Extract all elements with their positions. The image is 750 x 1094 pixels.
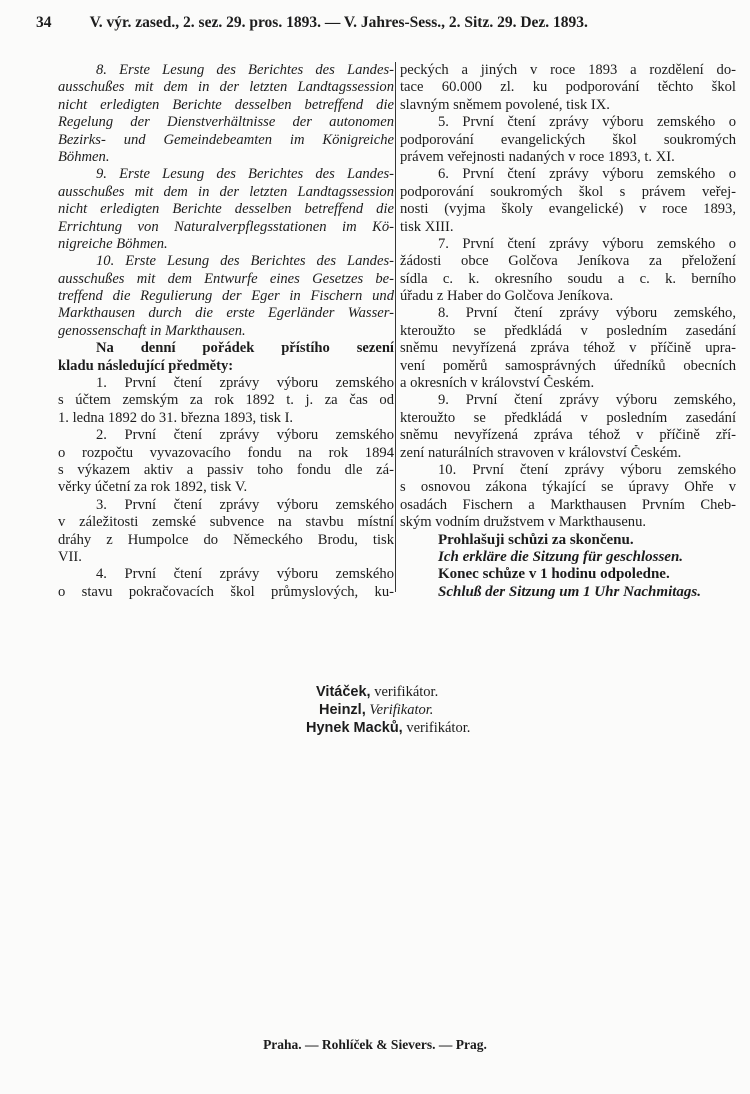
text-line: Böhmen. bbox=[58, 148, 110, 165]
text-line: ausschußes mit dem in der letzten Landtagssession bbox=[58, 79, 394, 96]
signatures bbox=[300, 683, 470, 737]
text-line: 6. První čtení zprávy výboru zemského o bbox=[438, 166, 736, 183]
paragraph bbox=[400, 114, 736, 166]
printer-footer: Praha. — Rohlíček & Sievers. — Prag. bbox=[263, 1037, 487, 1052]
text-line: 10. První čtení zprávy výboru zemského bbox=[438, 461, 736, 478]
text-line: sněmu nevyřízená zpráva téhož v příčině upra- bbox=[400, 340, 736, 357]
text-line: Prohlašuji schůzi za skončenu. bbox=[438, 531, 634, 548]
text-line: sněmu nevyřízená zpráva téhož v příčině zří- bbox=[400, 427, 736, 444]
text-line: kladu následující předměty: bbox=[58, 357, 234, 374]
signature-role: verifikátor. bbox=[406, 720, 471, 736]
text-line: 8. První čtení zprávy výboru zemského, bbox=[438, 305, 736, 322]
text-line: nicht erledigten Berichte desselben betreffend die bbox=[58, 201, 394, 218]
text-line: s účtem zemským za rok 1892 t. j. za čas od bbox=[58, 392, 394, 409]
paragraph bbox=[400, 305, 736, 392]
paragraph bbox=[400, 392, 736, 462]
text-line: ausschußes mit dem Entwurfe eines Gesetzes be- bbox=[58, 270, 394, 287]
header-title: V. výr. zased., 2. sez. 29. pros. 1893. — V. Jahres-Sess., 2. Sitz. 29. Dez. 1893. bbox=[89, 14, 588, 31]
text-line: 10. Erste Lesung des Berichtes des Landes- bbox=[96, 253, 394, 270]
text-line: osadách Fischern a Markthausen Prvním Cheb- bbox=[400, 496, 736, 513]
paragraph bbox=[400, 566, 736, 583]
paragraph bbox=[58, 166, 394, 253]
text-line: vení poměrů samosprávných úředníků obecních bbox=[400, 357, 736, 374]
text-line: podporování soukromých škol s právem veřej- bbox=[400, 183, 736, 200]
text-line: s výkazem aktiv a passiv toho fondu dle zá- bbox=[58, 461, 394, 478]
text-line: kteroužto se předkládá v posledním zasedání bbox=[400, 409, 736, 426]
text-line: VII. bbox=[58, 548, 82, 565]
paragraph bbox=[58, 375, 394, 427]
signature-3 bbox=[300, 719, 470, 737]
text-line: o rozpočtu vyvazovacího fondu na rok 1894 bbox=[58, 444, 394, 461]
text-line: úřadu z Haber do Golčova Jeníkova. bbox=[400, 288, 614, 305]
paragraph bbox=[58, 427, 394, 497]
text-line: slavným sněmem povolené, tisk IX. bbox=[400, 96, 610, 113]
signature-name: Vitáček, bbox=[316, 684, 371, 700]
text-line: tisk XIII. bbox=[400, 218, 454, 235]
text-line: 9. První čtení zprávy výboru zemského, bbox=[438, 392, 736, 409]
paragraph bbox=[400, 236, 736, 306]
text-line: Bezirks- und Gemeindebeamten im Königreiche bbox=[58, 131, 394, 148]
text-line: 5. První čtení zprávy výboru zemského o bbox=[438, 114, 736, 131]
text-line: právem veřejnosti nadaných v roce 1893, t. XI. bbox=[400, 148, 675, 165]
paragraph bbox=[400, 462, 736, 532]
text-line: žádosti obce Golčova Jeníkova za přeložení bbox=[400, 253, 736, 270]
paragraph bbox=[58, 566, 394, 601]
paragraph bbox=[400, 584, 736, 601]
text-line: 1. ledna 1892 do 31. března 1893, tisk I. bbox=[58, 409, 294, 426]
text-line: 4. První čtení zprávy výboru zemského bbox=[96, 566, 394, 583]
column-divider bbox=[395, 62, 396, 592]
text-line: peckých a jiných v roce 1893 a rozdělení do- bbox=[400, 62, 736, 78]
paragraph bbox=[58, 253, 394, 340]
text-line: věrky účetní za rok 1892, tisk V. bbox=[58, 479, 248, 496]
text-line: 2. První čtení zprávy výboru zemského bbox=[96, 427, 394, 444]
text-line: nosti (vyjma školy evangelické) v roce 1893, bbox=[400, 201, 736, 218]
signature-1 bbox=[300, 683, 470, 701]
paragraph bbox=[58, 340, 394, 375]
text-line: v záležitosti zemské subvence na stavbu místní bbox=[58, 514, 394, 531]
paragraph bbox=[400, 532, 736, 549]
signature-name: Heinzl, bbox=[319, 702, 366, 718]
text-line: Markthausen durch die erste Egerländer Wasser- bbox=[58, 305, 394, 322]
text-line: 1. První čtení zprávy výboru zemského bbox=[96, 375, 394, 392]
text-line: Errichtung von Naturalverpflegsstationen im Kö- bbox=[58, 218, 394, 235]
signature-2 bbox=[300, 701, 470, 719]
text-line: Ich erkläre die Sitzung für geschlossen. bbox=[438, 548, 684, 565]
right-column bbox=[400, 62, 736, 601]
text-line: 8. Erste Lesung des Berichtes des Landes- bbox=[96, 62, 394, 78]
text-line: a okresních v království Českém. bbox=[400, 375, 595, 392]
text-line: podporování evangelických škol soukromých bbox=[400, 131, 736, 148]
paragraph bbox=[400, 549, 736, 566]
paragraph bbox=[58, 62, 394, 166]
page-number: 34 bbox=[36, 14, 52, 31]
paragraph bbox=[58, 497, 394, 567]
left-column bbox=[58, 62, 394, 601]
text-line: sídla c. k. okresního soudu a c. k. berního bbox=[400, 270, 736, 287]
text-line: genossenschaft in Markthausen. bbox=[58, 322, 246, 339]
text-line: zení naturálních stravoven v království Českém. bbox=[400, 444, 682, 461]
text-line: Na denní pořádek přístího sezení bbox=[96, 340, 394, 357]
text-line: dráhy z Humpolce do Německého Brodu, tisk bbox=[58, 531, 394, 548]
text-line: nicht erledigten Berichte desselben betreffend die bbox=[58, 96, 394, 113]
text-line: Schluß der Sitzung um 1 Uhr Nachmitags. bbox=[438, 583, 701, 600]
paragraph bbox=[400, 62, 736, 114]
text-line: kteroužto se předkládá v posledním zasedání bbox=[400, 322, 736, 339]
text-line: ským vodním družstvem v Markthausenu. bbox=[400, 514, 647, 531]
signature-role: verifikátor. bbox=[374, 684, 439, 700]
text-line: ausschußes mit dem in der letzten Landtagssession bbox=[58, 183, 394, 200]
page-header bbox=[36, 14, 716, 32]
text-line: 3. První čtení zprávy výboru zemského bbox=[96, 496, 394, 513]
text-line: o stavu pokračovacích škol průmyslových, ku- bbox=[58, 583, 394, 600]
text-line: nigreiche Böhmen. bbox=[58, 235, 168, 252]
text-line: 9. Erste Lesung des Berichtes des Landes- bbox=[96, 166, 394, 183]
text-line: tace 60.000 zl. ku podporování těchto škol bbox=[400, 79, 736, 96]
text-line: s osnovou zákona týkající se úpravy Ohře v bbox=[400, 479, 736, 496]
text-line: Konec schůze v 1 hodinu odpoledne. bbox=[438, 566, 670, 583]
text-line: Regelung der Dienstverhältnisse der autonomen bbox=[58, 114, 394, 131]
signature-role: Verifikator. bbox=[369, 702, 434, 718]
paragraph bbox=[400, 166, 736, 236]
text-line: treffend die Regulierung der Eger in Fischern und bbox=[58, 288, 394, 305]
signature-name: Hynek Macků, bbox=[306, 720, 403, 736]
text-line: 7. První čtení zprávy výboru zemského o bbox=[438, 235, 736, 252]
